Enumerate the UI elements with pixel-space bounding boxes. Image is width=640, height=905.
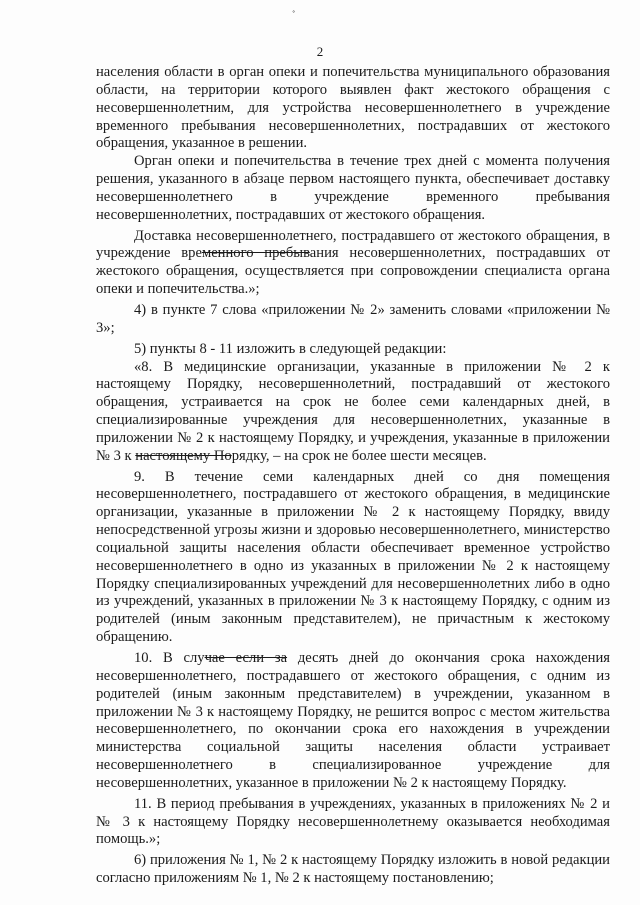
paragraph-delivery-escort [96, 228, 610, 299]
paragraph-point-11 [96, 796, 610, 850]
text-run: 9. В течение семи календарных дней со дня помещения несовершеннолетнего, пострадавшего от жестокого обращения, в медицинские организации, указанные в приложении № 2 к настоящему Порядку, ввиду непосредственной угрозы жизни и здоровью несовершеннолетнего, министерство социальной защиты населения области обеспечивает временное устройство несовершеннолетнего в одно из указанных в приложении № 2 к настоящему Порядку специализированных учреждений для несовершеннолетних либо в одно из учреждений, указанных в приложении № 3 к настоящему Порядку, с одним из родителей (иным законным представителем), не причастным к жестокому обращению. [96, 468, 610, 646]
paragraph-point-9 [96, 469, 610, 647]
struck-text: настоящему По [135, 447, 232, 464]
document-body [96, 64, 610, 888]
paragraph-guardianship-delivery [96, 153, 610, 224]
text-run: населения области в орган опеки и попечительства муниципального образования области, на территории которого выявлен факт жестокого обращения с несовершеннолетним, для устройства несовершеннолетнего в учреждение временного пребывания несовершеннолетних, пострадавших от жестокого обращения, указанное в решении. [96, 64, 610, 152]
text-run: 4) в пункте 7 слова «приложении № 2» заменить словами «приложении № 3»; [96, 301, 610, 336]
paragraph-item-5 [96, 341, 610, 359]
text-run: 5) пункты 8 - 11 изложить в следующей редакции: [134, 340, 447, 357]
text-run: Доставка несовершеннолетнего, пострадавшего от жестокого обращения, в учреждение вре [96, 227, 610, 262]
text-run: рядку, – на срок не более шести месяцев. [231, 447, 487, 464]
struck-text: чае если за [204, 650, 288, 666]
text-run: 11. В период пребывания в учреждениях, указанных в приложениях № 2 и № 3 к настоящему Порядку несовершеннолетнему оказывается необходимая помощь.»; [96, 795, 610, 848]
page-number: 2 [316, 44, 324, 59]
scan-speck: ˚ [292, 10, 296, 21]
text-run: «8. В медицинские организации, указанные в приложении № 2 к настоящему Порядку, несовершеннолетний, пострадавший от жестокого обращения, устраивается на срок не более семи календарных дней, в специализированные учреждения для несовершеннолетних, указанные в приложении № 2 к настоящему Порядку, и учреждения, указанные в приложении № 3 к [96, 358, 610, 464]
text-run: ания несовершеннолетних, пострадавших от жестокого обращения, осуществляется при сопровождении специалиста органа опеки и попечительства.»; [96, 245, 610, 298]
paragraph-item-6 [96, 852, 610, 888]
text-run: десять дней до окончания срока нахождения несовершеннолетнего, пострадавшего от жестокого обращения, с одним из родителей (иным законным представителем) в учреждении, указанном в приложении № 3 к настоящему Порядку, не решится вопрос с местом жительства несовершеннолетнего, по окончании срока его нахождения в учреждении министерства социальной защиты населения области устраивает несовершеннолетнего в специализированное учреждение для несовершеннолетних, указанное в приложении № 2 к настоящему Порядку. [96, 650, 610, 791]
paragraph-intro-continuation [96, 64, 610, 153]
struck-text: менного пребыв [201, 245, 310, 262]
text-run: Орган опеки и попечительства в течение трех дней с момента получения решения, указанного в абзаце первом настоящего пункта, обеспечивает доставку несовершеннолетнего в учреждение временного пребывания несовершеннолетних, пострадавших от жестокого обращения. [96, 153, 610, 223]
paragraph-point-10 [96, 650, 610, 793]
text-run: 10. В слу [134, 650, 205, 666]
paragraph-point-8 [96, 359, 610, 466]
text-run: 6) приложения № 1, № 2 к настоящему Порядку изложить в новой редакции согласно приложениям № 1, № 2 к настоящему постановлению; [96, 852, 610, 887]
paragraph-item-4 [96, 302, 610, 338]
